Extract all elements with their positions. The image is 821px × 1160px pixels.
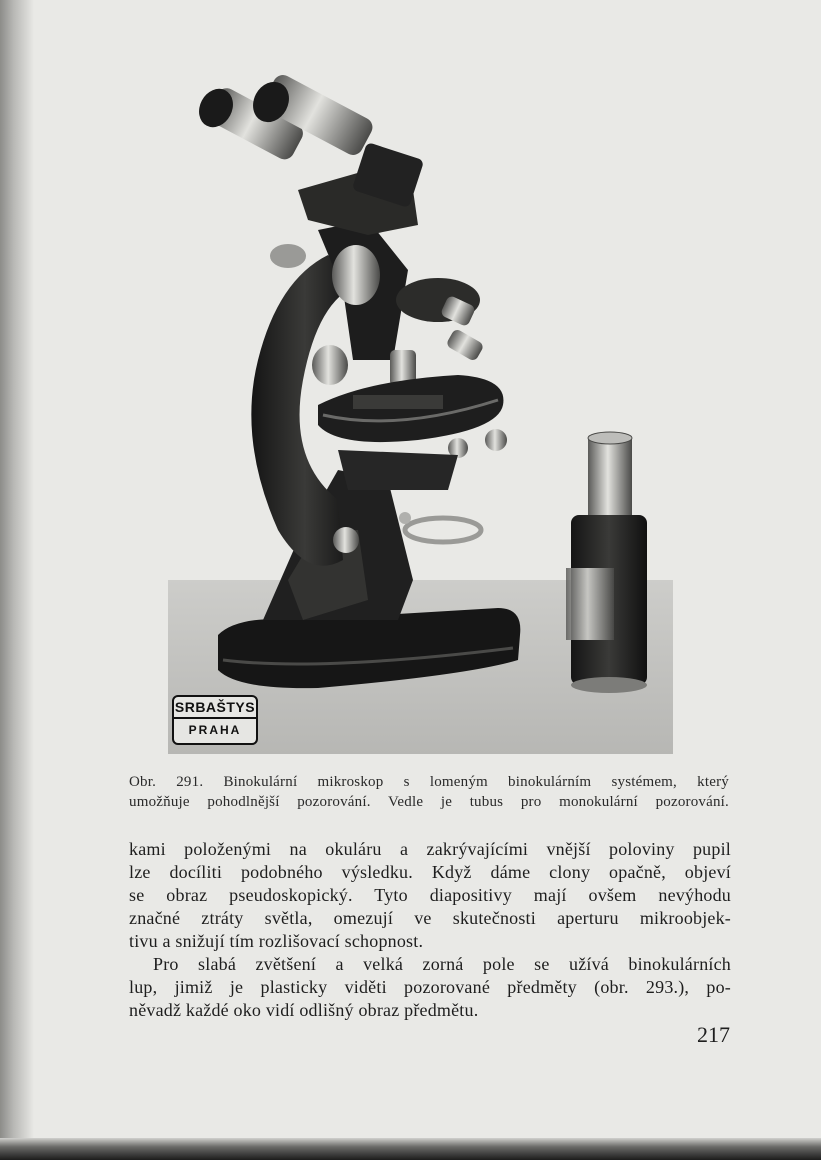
- figure-caption: [129, 772, 729, 812]
- page-binding-shadow: [0, 0, 34, 1160]
- body-line: kami položenými na okuláru a zakrývajícími vnější poloviny pupil: [129, 839, 731, 859]
- body-line: lup, jimiž je plasticky viděti pozorované předměty (obr. 293.), po-: [129, 977, 731, 997]
- logo-text-top: SRBAŠTYS: [174, 697, 256, 719]
- body-line: lze docíliti podobného výsledku. Když dáme clony opačně, objeví: [129, 862, 731, 882]
- page-number: 217: [697, 1022, 730, 1047]
- page-bottom-edge: [0, 1138, 821, 1160]
- manufacturer-logo: [172, 695, 258, 745]
- body-line: se obraz pseudoskopický. Tyto diapositivy mají ovšem nevýhodu: [129, 885, 731, 905]
- body-text: [129, 838, 731, 1022]
- body-line: Pro slabá zvětšení a velká zorná pole se užívá binokulárních: [153, 954, 731, 974]
- body-line: značné ztráty světla, omezují ve skutečnosti aperturu mikroobjek-: [129, 908, 731, 928]
- body-line: tivu a snižují tím rozlišovací schopnost.: [129, 931, 424, 951]
- logo-text-bottom: PRAHA: [188, 723, 242, 737]
- microscope-photo: [168, 60, 673, 754]
- caption-line-2: umožňuje pohodlnější pozorování. Vedle je tubus pro monokulární pozorování.: [129, 794, 729, 810]
- caption-line-1: Obr. 291. Binokulární mikroskop s lomeným binokulárním systémem, který: [129, 774, 729, 790]
- body-line: něvadž každé oko vidí odlišný obraz předmětu.: [129, 1000, 479, 1020]
